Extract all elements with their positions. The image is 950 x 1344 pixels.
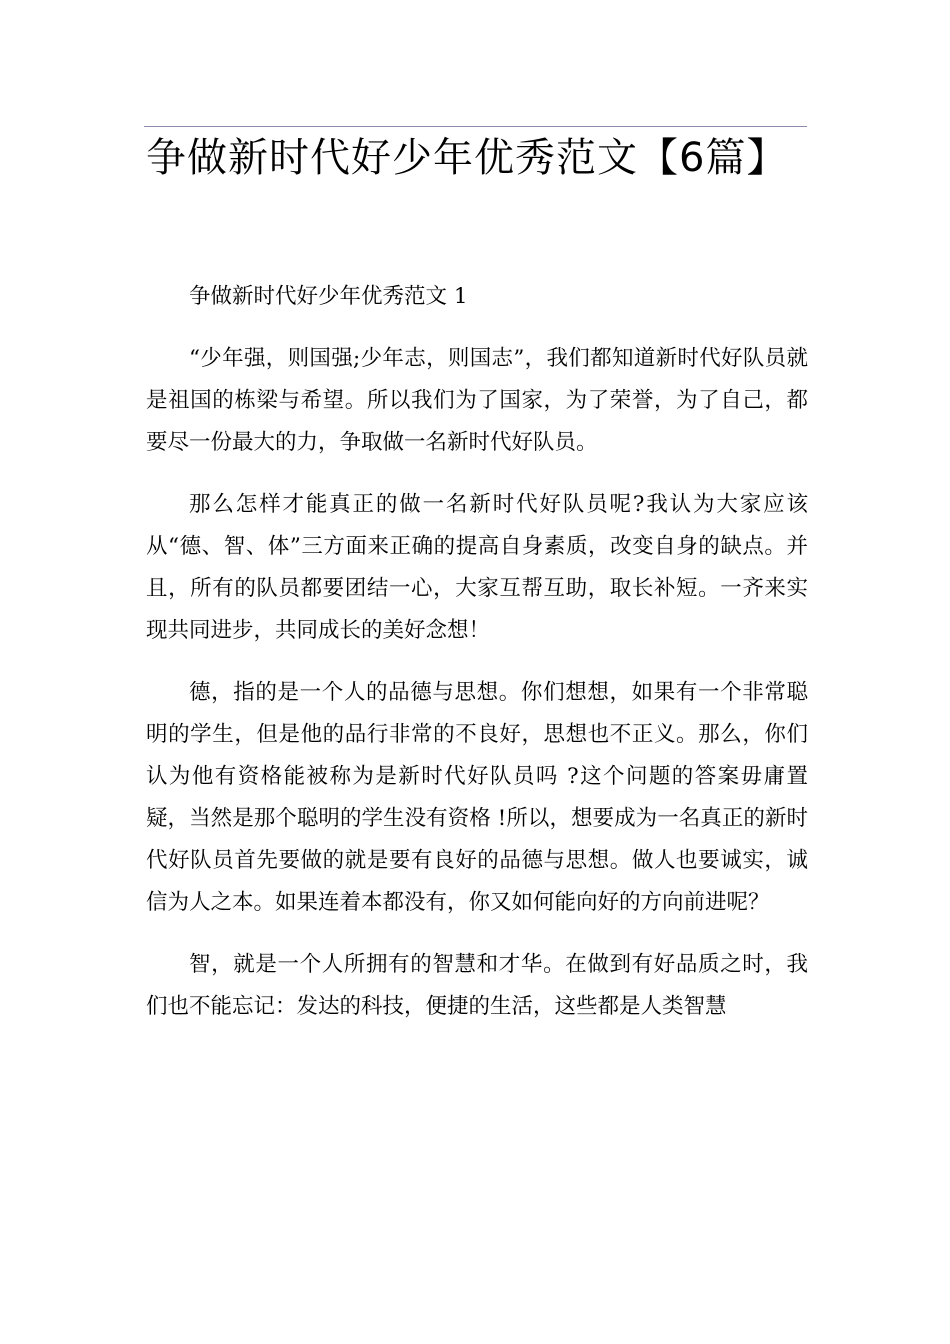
header-rule	[144, 126, 807, 127]
paragraph-4: 智，就是一个人所拥有的智慧和才华。在做到有好品质之时，我们也不能忘记：发达的科技，便捷的生活，这些都是人类智慧	[146, 952, 808, 1019]
paragraph-2: 那么怎样才能真正的做一名新时代好队员呢?我认为大家应该从“德、智、体”三方面来正确的提高自身素质，改变自身的缺点。并且，所有的队员都要团结一心，大家互帮互助，取长补短。一齐来实现共同进步，共同成长的美好念想！	[146, 492, 808, 643]
document-body	[146, 276, 808, 1048]
paragraph-3: 德，指的是一个人的品德与思想。你们想想，如果有一个非常聪明的学生，但是他的品行非常的不良好，思想也不正义。那么，你们认为他有资格能被称为是新时代好队员吗 ?这个问题的答案毋庸置疑，当然是那个聪明的学生没有资格 !所以，想要成为一名真正的新时代好队员首先要做的就是要有良好的品德与思想。做人也要诚实，诚信为人之本。如果连着本都没有，你又如何能向好的方向前进呢？	[146, 680, 808, 915]
paragraph-1: “少年强，则国强;少年志，则国志”，我们都知道新时代好队员就是祖国的栋梁与希望。所以我们为了国家，为了荣誉，为了自己，都要尽一份最大的力，争取做一名新时代好队员。	[146, 346, 808, 455]
section-heading: 争做新时代好少年优秀范文 1	[189, 284, 468, 309]
document-title: 争做新时代好少年优秀范文【6篇】	[146, 135, 788, 181]
